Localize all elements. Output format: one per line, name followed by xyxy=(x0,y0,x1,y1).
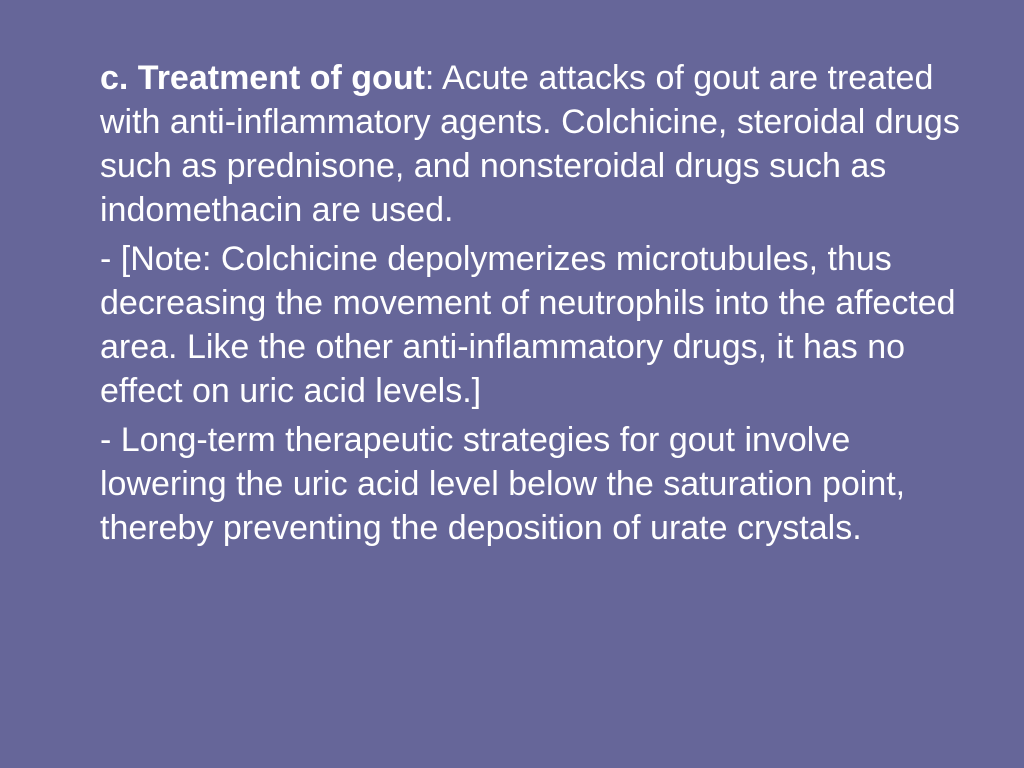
long-term-paragraph: - Long-term therapeutic strategies for gout involve lowering the uric acid level below the saturation point, thereby preventing the deposition of urate crystals. xyxy=(100,421,906,547)
heading-colon: : xyxy=(424,59,435,97)
slide-content xyxy=(100,56,960,555)
intro-paragraph xyxy=(100,56,960,232)
intro-text: Acute attacks of gout are treated with anti-inflammatory agents. Colchicine, steroidal drugs such as prednisone, and nonsteroidal drugs such as indomethacin are used. xyxy=(100,59,960,229)
note-paragraph: - [Note: Colchicine depolymerizes microtubules, thus decreasing the movement of neutrophils into the affected area. Like the other anti-inflammatory drugs, it has no effect on uric acid levels.] xyxy=(100,240,956,410)
section-heading: c. Treatment of gout xyxy=(100,59,425,97)
